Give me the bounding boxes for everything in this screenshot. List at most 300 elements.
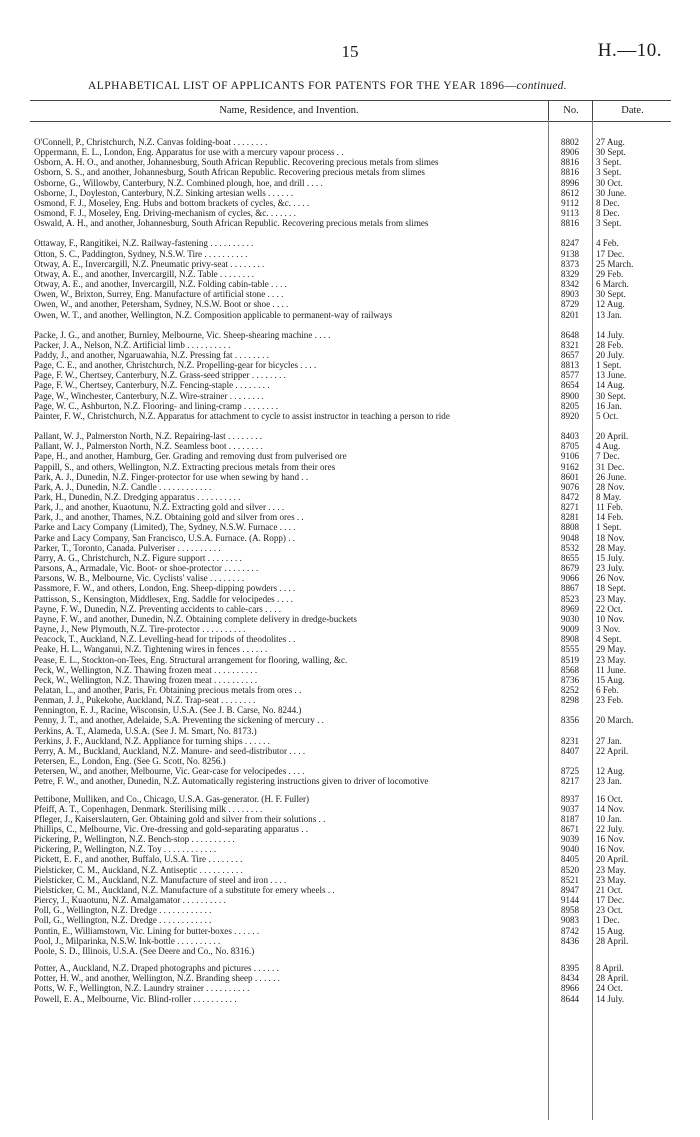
patent-date-cell: 11 June. <box>596 664 626 675</box>
table-row <box>30 431 671 441</box>
table-row <box>30 644 671 654</box>
patent-date-cell: 16 Nov. <box>596 844 625 855</box>
table-row <box>30 895 671 905</box>
patent-date-cell: 14 July. <box>596 329 625 340</box>
patent-number-cell: 8247 <box>560 238 580 249</box>
applicant-name-cell: Potter, H. W., and another, Wellington, N.Z. Branding sheep . . . . . . <box>34 973 280 984</box>
applicant-name-cell: Packe, J. G., and another, Burnley, Melbourne, Vic. Sheep-shearing machine . . . . <box>34 329 331 340</box>
patent-date-cell: 27 Aug. <box>596 137 625 147</box>
patent-date-cell: 5 Oct. <box>596 410 619 421</box>
patent-date-cell: 8 Dec. <box>596 197 620 208</box>
applicant-name-cell: Parsons, A., Armadale, Vic. Boot- or shoe-protector . . . . . . . . <box>34 563 259 574</box>
patent-date-cell: 30 Sept. <box>596 147 626 158</box>
applicant-name-cell: Parry, A. G., Christchurch, N.Z. Figure support . . . . . . . . <box>34 552 242 563</box>
applicant-name-cell: Pallant, W. J., Palmerston North, N.Z. Repairing-last . . . . . . . . <box>34 431 263 442</box>
patent-date-cell: 16 Jan. <box>596 400 622 411</box>
applicant-name-cell: Perry, A. M., Buckland, Auckland, N.Z. Manure- and seed-distributor . . . . <box>34 745 306 756</box>
patent-number-cell: 9113 <box>561 208 579 219</box>
applicant-name-cell: Payne, F. W., and another, Dunedin, N.Z. Obtaining complete delivery in dredge-buckets <box>34 613 357 624</box>
patent-number-cell: 8612 <box>560 187 580 198</box>
patent-date-cell: 15 July. <box>596 552 625 563</box>
table-row <box>30 973 671 983</box>
patent-number-cell: 8395 <box>560 963 580 974</box>
applicant-name-cell: Osmond, F. J., Moseley, Eng. Driving-mechanism of cycles, &c. . . . . . . <box>34 208 296 219</box>
applicant-name-cell: Payne, J., New Plymouth, N.Z. Tire-protector . . . . . . . . . . <box>34 624 246 635</box>
patent-number-cell: 8958 <box>560 905 580 916</box>
table-row <box>30 522 671 532</box>
applicant-name-cell: O'Connell, P., Christchurch, N.Z. Canvas folding-boat . . . . . . . . <box>34 137 268 147</box>
patent-date-cell: 30 Oct. <box>596 177 623 188</box>
patent-date-cell: 8 April. <box>596 963 624 974</box>
patent-number-cell: 9083 <box>560 915 580 926</box>
patent-number-cell <box>548 946 592 956</box>
group-spacer <box>30 787 671 794</box>
patent-date-cell: 28 April. <box>596 973 629 984</box>
title-suffix: continued. <box>516 80 567 92</box>
patent-date-cell: 14 Feb. <box>596 512 624 523</box>
patent-number-cell: 8472 <box>560 492 580 502</box>
patent-number-cell: 8903 <box>560 289 580 300</box>
patent-number-cell: 9037 <box>560 803 580 814</box>
patent-date-cell: 28 May. <box>596 542 626 553</box>
table-row <box>30 299 671 309</box>
applicant-name-cell: Ottaway, F., Rangitikei, N.Z. Railway-fastening . . . . . . . . . . <box>34 238 254 249</box>
applicant-name-cell: Poll, G., Wellington, N.Z. Dredge . . . . . . . . . . . . <box>34 915 212 926</box>
table-row <box>30 963 671 973</box>
table-row <box>30 614 671 624</box>
table-row <box>30 350 671 360</box>
table-row <box>30 441 671 451</box>
document-code: H.—10. <box>597 40 662 61</box>
table-row <box>30 340 671 350</box>
table-row <box>30 563 671 573</box>
table-row <box>30 804 671 814</box>
applicant-name-cell: Peck, W., Wellington, N.Z. Thawing frozen meat . . . . . . . . . . <box>34 674 258 685</box>
applicant-name-cell: Page, F. W., Chertsey, Canterbury, N.Z. Fencing-staple . . . . . . . . <box>34 380 270 391</box>
patent-date-cell: 23 July. <box>596 563 625 574</box>
patent-number-cell: 9009 <box>560 624 580 635</box>
table-row <box>30 157 671 167</box>
patent-number-cell: 8671 <box>560 824 580 834</box>
table-row <box>30 380 671 390</box>
applicant-name-cell: Potts, W. F., Wellington, N.Z. Laundry strainer . . . . . . . . . . <box>34 983 250 994</box>
applicant-name-cell: Osborn, A. H. O., and another, Johannesburg, South African Republic. Recovering precious metals from slimes <box>34 157 439 168</box>
table-row <box>30 178 671 188</box>
table-row <box>30 875 671 885</box>
patent-date-cell: 10 Nov. <box>596 613 625 624</box>
patent-number-cell: 8867 <box>560 583 580 594</box>
patent-date-cell: 3 Nov. <box>596 624 621 635</box>
patent-number-cell: 8906 <box>560 147 580 158</box>
patent-number-cell: 8996 <box>560 177 580 188</box>
patent-number-cell: 8405 <box>560 854 580 865</box>
applicant-name-cell: Page, W. C., Ashburton, N.Z. Flooring- and lining-cramp . . . . . . . . <box>34 400 278 411</box>
patent-date-cell: 1 Sept. <box>596 522 622 533</box>
applicants-table <box>30 137 671 1004</box>
applicant-name-cell: Otway, A. E., and another, Invercargill, N.Z. Folding cabin-table . . . . <box>34 279 287 290</box>
applicant-name-cell: Payne, F. W., Dunedin, N.Z. Preventing accidents to cable-cars . . . . <box>34 603 282 614</box>
applicant-name-cell: Poole, S. D., Illinois, U.S.A. (See Deere and Co., No. 8316.) <box>34 945 255 956</box>
patent-number-cell: 9076 <box>560 481 580 492</box>
table-row <box>30 147 671 157</box>
applicant-name-cell: Poll, G., Wellington, N.Z. Dredge . . . . . . . . . . . . <box>34 905 212 916</box>
applicant-name-cell: Painter, F. W., Christchurch, N.Z. Apparatus for attachment to cycle to assist instructor in teaching a person to ride <box>34 410 450 421</box>
table-row <box>30 502 671 512</box>
patent-date-cell: 4 Aug. <box>596 441 621 452</box>
patent-number-cell: 8407 <box>560 745 580 756</box>
applicant-name-cell: Pease, E. L., Stockton-on-Tees, Eng. Structural arrangement for flooring, walling, &c. <box>34 654 348 665</box>
applicant-name-cell: Penny, J. T., and another, Adelaide, S.A. Preventing the sickening of mercury . . <box>34 715 324 726</box>
table-header <box>30 100 671 122</box>
patent-date-cell: 13 Jan. <box>596 309 622 320</box>
applicant-name-cell: Pickering, P., Wellington, N.Z. Toy . . . . . . . . . . . . <box>34 844 217 855</box>
applicant-name-cell: Powell, E. A., Melbourne, Vic. Blind-roller . . . . . . . . . . <box>34 993 237 1004</box>
table-row <box>30 776 671 786</box>
patent-date-cell: 7 Dec. <box>596 451 620 462</box>
patent-date-cell: 28 Nov. <box>596 481 625 492</box>
table-row <box>30 370 671 380</box>
column-header-date: Date. <box>592 101 672 121</box>
patent-date-cell: 14 Nov. <box>596 803 625 814</box>
patent-number-cell: 8373 <box>560 258 580 269</box>
patent-date-cell <box>592 726 671 736</box>
patent-date-cell: 14 July. <box>596 993 625 1004</box>
table-row <box>30 756 671 766</box>
patent-date-cell: 28 April. <box>596 935 629 946</box>
title-main: ALPHABETICAL LIST OF APPLICANTS FOR PATENTS FOR THE YEAR 1896— <box>88 80 517 92</box>
applicant-name-cell: Park, J., and another, Thames, N.Z. Obtaining gold and silver from ores . . <box>34 512 304 523</box>
patent-number-cell: 8802 <box>560 137 580 147</box>
patent-number-cell: 8298 <box>560 695 580 706</box>
page-title <box>88 80 567 92</box>
patent-number-cell: 8900 <box>560 390 580 401</box>
patent-number-cell: 8271 <box>560 502 580 513</box>
applicant-name-cell: Owen, W., Brixton, Surrey, Eng. Manufacture of artificial stone . . . . <box>34 289 284 300</box>
patent-date-cell: 25 March. <box>596 258 634 269</box>
applicant-name-cell: Osborn, S. S., and another, Johannesburg, South African Republic. Recovering precious metals from slimes <box>34 167 425 178</box>
table-row <box>30 167 671 177</box>
applicant-name-cell: Oppermann, E. L., London, Eng. Apparatus for use with a mercury vapour process . . <box>34 147 344 158</box>
patent-number-cell: 8920 <box>560 410 580 421</box>
applicant-name-cell: Perkins, J. F., Auckland, N.Z. Appliance for turning ships . . . . . . <box>34 735 270 746</box>
applicant-name-cell: Petersen, W., and another, Melbourne, Vic. Gear-case for velocipedes . . . . <box>34 766 305 777</box>
applicant-name-cell: Pickett, E. F., and another, Buffalo, U.S.A. Tire . . . . . . . . <box>34 854 243 865</box>
patent-number-cell: 9048 <box>560 532 580 543</box>
applicant-name-cell: Osmond, F. J., Moseley, Eng. Hubs and bottom brackets of cycles, &c. . . . . <box>34 197 310 208</box>
patent-number-cell: 8679 <box>560 563 580 574</box>
table-row <box>30 994 671 1004</box>
table-row <box>30 794 671 804</box>
table-row <box>30 946 671 956</box>
patent-number-cell: 8521 <box>560 874 580 885</box>
table-row <box>30 726 671 736</box>
applicant-name-cell: Oswald, A. H., and another, Johannesburg, South African Republic. Recovering precious metals from slimes <box>34 218 429 229</box>
applicant-name-cell: Petersen, E., London, Eng. (See G. Scott, No. 8256.) <box>34 756 226 767</box>
patent-date-cell: 18 Sept. <box>596 583 626 594</box>
table-row <box>30 289 671 299</box>
patent-date-cell: 23 May. <box>596 654 626 665</box>
group-spacer <box>30 228 671 238</box>
patent-date-cell: 14 Aug. <box>596 380 625 391</box>
applicant-name-cell: Pallant, W. J., Palmerston North, N.Z. Seamless boot . . . . . . . . <box>34 441 263 452</box>
applicant-name-cell: Peck, W., Wellington, N.Z. Thawing frozen meat . . . . . . . . . . <box>34 664 258 675</box>
table-row <box>30 208 671 218</box>
patent-number-cell: 9030 <box>560 613 580 624</box>
patent-number-cell: 8648 <box>560 329 580 340</box>
table-row <box>30 715 671 725</box>
patent-number-cell: 9066 <box>560 573 580 584</box>
patent-date-cell <box>592 705 671 715</box>
applicant-name-cell: Parsons, W. B., Melbourne, Vic. Cyclists' valise . . . . . . . . <box>34 573 245 584</box>
patent-number-cell: 8329 <box>560 268 580 279</box>
applicant-name-cell: Page, F. W., Chertsey, Canterbury, N.Z. Grass-seed stripper . . . . . . . . <box>34 370 286 381</box>
table-row <box>30 188 671 198</box>
table-row <box>30 824 671 834</box>
column-header-no: No. <box>548 101 593 121</box>
applicant-name-cell: Piercy, J., Kuaotunu, N.Z. Amalgamator . . . . . . . . . . <box>34 895 226 906</box>
table-row <box>30 512 671 522</box>
group-spacer <box>30 421 671 431</box>
table-row <box>30 573 671 583</box>
applicant-name-cell: Osborne, J., Doyleston, Canterbury, N.Z. Sinking artesian wells . . . . . . <box>34 187 294 198</box>
patent-date-cell <box>592 756 671 766</box>
table-row <box>30 736 671 746</box>
applicant-name-cell: Peacock, T., Auckland, N.Z. Levelling-head for tripods of theodolites . . <box>34 634 296 645</box>
applicant-name-cell: Owen, W. T., and another, Wellington, N.Z. Composition applicable to permanent-way of railways <box>34 309 393 320</box>
patent-number-cell: 9039 <box>560 834 580 845</box>
applicant-name-cell: Pappill, S., and others, Wellington, N.Z. Extracting precious metals from their ores <box>34 461 336 472</box>
table-row <box>30 218 671 228</box>
patent-date-cell: 10 Jan. <box>596 813 622 824</box>
patent-number-cell: 8519 <box>560 654 580 665</box>
patent-date-cell: 23 Jan. <box>596 776 622 787</box>
patent-date-cell: 23 Feb. <box>596 695 624 706</box>
table-row <box>30 766 671 776</box>
table-row <box>30 198 671 208</box>
patent-number-cell: 8725 <box>560 766 580 777</box>
patent-date-cell: 6 March. <box>596 279 629 290</box>
patent-date-cell: 4 Feb. <box>596 238 619 249</box>
group-spacer <box>30 956 671 963</box>
table-row <box>30 533 671 543</box>
applicant-name-cell: Page, C. E., and another, Christchurch, N.Z. Propelling-gear for bicycles . . . . <box>34 360 317 371</box>
table-row <box>30 604 671 614</box>
applicant-name-cell: Park, J., and another, Kuaotunu, N.Z. Extracting gold and silver . . . . <box>34 502 285 513</box>
table-row <box>30 269 671 279</box>
applicant-name-cell: Paddy, J., and another, Ngaruawahia, N.Z. Pressing fat . . . . . . . . <box>34 349 269 360</box>
patent-number-cell: 9144 <box>560 895 580 906</box>
patent-number-cell: 8813 <box>560 360 580 371</box>
patent-date-cell: 31 Dec. <box>596 461 625 472</box>
patent-date-cell: 11 Feb. <box>596 502 623 513</box>
table-row <box>30 310 671 320</box>
applicant-name-cell: Pfeiff, A. T., Copenhagen, Denmark. Sterilising milk . . . . . . . . <box>34 803 263 814</box>
applicant-name-cell: Osborne, G., Willowby, Canterbury, N.Z. Combined plough, hoe, and drill . . . . <box>34 177 323 188</box>
patent-date-cell: 3 Sept. <box>596 218 622 229</box>
applicant-name-cell: Otton, S. C., Paddington, Sydney, N.S.W. Tire . . . . . . . . . . <box>34 248 248 259</box>
applicant-name-cell: Pielsticker, C. M., Auckland, N.Z. Antiseptic . . . . . . . . . . <box>34 864 243 875</box>
patent-date-cell: 20 April. <box>596 854 629 865</box>
patent-number-cell <box>548 756 592 766</box>
table-row <box>30 814 671 824</box>
patent-date-cell: 26 June. <box>596 471 627 482</box>
patent-number-cell: 8281 <box>560 512 580 523</box>
applicant-name-cell: Perkins, A. T., Alameda, U.S.A. (See J. M. Smart, No. 8173.) <box>34 725 257 736</box>
patent-date-cell: 8 May. <box>596 492 622 502</box>
patent-number-cell: 9138 <box>560 248 580 259</box>
patent-date-cell: 12 Aug. <box>596 766 625 777</box>
patent-date-cell: 23 May. <box>596 864 626 875</box>
table-row <box>30 685 671 695</box>
patent-date-cell: 24 Oct. <box>596 983 623 994</box>
patent-date-cell: 28 Feb. <box>596 339 624 350</box>
patent-date-cell: 6 Feb. <box>596 684 619 695</box>
patent-date-cell: 17 Dec. <box>596 248 625 259</box>
applicant-name-cell: Park, H., Dunedin, N.Z. Dredging apparatus . . . . . . . . . . <box>34 492 241 502</box>
table-row <box>30 854 671 864</box>
applicant-name-cell: Parke and Lacy Company (Limited), The, Sydney, N.S.W. Furnace . . . . <box>34 522 296 533</box>
applicant-name-cell: Parker, T., Toronto, Canada. Pulveriser . . . . . . . . . . <box>34 542 221 553</box>
group-spacer <box>30 320 671 330</box>
table-row <box>30 926 671 936</box>
applicant-name-cell: Pool, J., Milparinka, N.S.W. Ink-bottle . . . . . . . . . . <box>34 935 221 946</box>
table-row <box>30 401 671 411</box>
patent-number-cell: 8908 <box>560 634 580 645</box>
table-row <box>30 885 671 895</box>
patent-number-cell: 8808 <box>560 522 580 533</box>
patent-date-cell: 23 May. <box>596 593 626 604</box>
table-row <box>30 746 671 756</box>
table-row <box>30 259 671 269</box>
table-row <box>30 492 671 502</box>
patent-date-cell: 12 Aug. <box>596 299 625 310</box>
patent-date-cell: 15 Aug. <box>596 674 625 685</box>
patent-date-cell: 22 Oct. <box>596 603 623 614</box>
table-row <box>30 391 671 401</box>
patent-date-cell: 3 Sept. <box>596 167 622 178</box>
table-row <box>30 238 671 248</box>
patent-number-cell: 8736 <box>560 674 580 685</box>
patent-number-cell: 8816 <box>560 157 580 168</box>
patent-number-cell: 8321 <box>560 339 580 350</box>
table-row <box>30 553 671 563</box>
patent-number-cell: 8947 <box>560 884 580 895</box>
patent-date-cell: 29 Feb. <box>596 268 624 279</box>
patent-date-cell: 17 Dec. <box>596 895 625 906</box>
patent-number-cell: 8577 <box>560 370 580 381</box>
patent-number-cell: 9040 <box>560 844 580 855</box>
table-row <box>30 482 671 492</box>
patent-number-cell: 8568 <box>560 664 580 675</box>
page-number: 15 <box>341 42 359 61</box>
patent-number-cell: 8937 <box>560 793 580 804</box>
applicant-name-cell: Pattisson, S., Kensington, Middlesex, Eng. Saddle for velocipedes . . . . <box>34 593 293 604</box>
applicant-name-cell: Pontin, E., Williamstown, Vic. Lining for butter-boxes . . . . . . <box>34 925 260 936</box>
patent-number-cell: 8657 <box>560 349 580 360</box>
patent-date-cell: 30 Sept. <box>596 390 626 401</box>
patent-date-cell: 16 Nov. <box>596 834 625 845</box>
patent-number-cell: 9162 <box>560 461 580 472</box>
patent-number-cell: 8520 <box>560 864 580 875</box>
applicant-name-cell: Park, A. J., Dunedin, N.Z. Candle . . . . . . . . . . . . <box>34 481 212 492</box>
patent-number-cell: 8523 <box>560 593 580 604</box>
patent-number-cell: 8231 <box>560 735 580 746</box>
patent-number-cell: 8729 <box>560 299 580 310</box>
applicant-name-cell: Parke and Lacy Company, San Francisco, U.S.A. Furnace. (A. Ropp) . . <box>34 532 296 543</box>
table-row <box>30 249 671 259</box>
patent-date-cell: 13 June. <box>596 370 627 381</box>
table-row <box>30 675 671 685</box>
patent-number-cell: 8601 <box>560 471 580 482</box>
table-row <box>30 634 671 644</box>
applicant-name-cell: Otway, A. E., Invercargill, N.Z. Pneumatic privy-seat . . . . . . . . <box>34 258 265 269</box>
patent-date-cell: 8 Dec. <box>596 208 620 219</box>
table-row <box>30 865 671 875</box>
patent-date-cell: 3 Sept. <box>596 157 622 168</box>
patent-number-cell: 8217 <box>560 776 580 787</box>
patent-date-cell: 27 Jan. <box>596 735 622 746</box>
patent-date-cell: 26 Nov. <box>596 573 625 584</box>
table-row <box>30 834 671 844</box>
applicant-name-cell: Petre, F. W., and another, Dunedin, N.Z. Automatically registering instructions given to driver of locomotive <box>34 776 429 787</box>
table-row <box>30 543 671 553</box>
applicant-name-cell: Pennington, E. J., Racine, Wisconsin, U.S.A. (See J. B. Carse, No. 8244.) <box>34 705 302 716</box>
patent-number-cell <box>548 705 592 715</box>
patent-number-cell: 8555 <box>560 644 580 655</box>
table-row <box>30 705 671 715</box>
table-row <box>30 472 671 482</box>
patent-date-cell: 20 March. <box>596 715 634 726</box>
patent-number-cell: 8434 <box>560 973 580 984</box>
table-row <box>30 451 671 461</box>
applicant-name-cell: Owen, W., and another, Petersham, Sydney, N.S.W. Boot or shoe . . . . <box>34 299 289 310</box>
patent-number-cell: 8403 <box>560 431 580 442</box>
patent-number-cell: 8532 <box>560 542 580 553</box>
applicant-name-cell: Pickering, P., Wellington, N.Z. Bench-stop . . . . . . . . . . <box>34 834 235 845</box>
patent-number-cell: 8205 <box>560 400 580 411</box>
patent-date-cell: 23 Oct. <box>596 905 623 916</box>
table-row <box>30 594 671 604</box>
table-row <box>30 655 671 665</box>
patent-date-cell: 22 July. <box>596 824 625 834</box>
patent-date-cell: 20 April. <box>596 431 629 442</box>
patent-date-cell: 21 Oct. <box>596 884 623 895</box>
patent-number-cell: 9112 <box>561 197 579 208</box>
patent-number-cell: 8969 <box>560 603 580 614</box>
table-row <box>30 330 671 340</box>
patent-date-cell: 30 June. <box>596 187 627 198</box>
patent-date-cell: 23 May. <box>596 874 626 885</box>
table-row <box>30 844 671 854</box>
table-row <box>30 905 671 915</box>
applicant-name-cell: Pfleger, J., Kaiserslautern, Ger. Obtaining gold and silver from their solutions . . <box>34 813 326 824</box>
applicant-name-cell: Otway, A. E., and another, Invercargill, N.Z. Table . . . . . . . . <box>34 268 255 279</box>
table-row <box>30 360 671 370</box>
patent-number-cell: 8342 <box>560 279 580 290</box>
patent-number-cell: 8201 <box>560 309 580 320</box>
applicant-name-cell: Park, A. J., Dunedin, N.Z. Finger-protector for use when sewing by hand . . <box>34 471 309 482</box>
patent-number-cell <box>548 726 592 736</box>
applicant-name-cell: Phillips, C., Melbourne, Vic. Ore-dressing and gold-separating apparatus . . <box>34 824 309 834</box>
table-row <box>30 936 671 946</box>
table-row <box>30 695 671 705</box>
table-row <box>30 983 671 993</box>
applicant-name-cell: Peake, H. L., Wanganui, N.Z. Tightening wires in fences . . . . . . <box>34 644 268 655</box>
column-header-name: Name, Residence, and Invention. <box>219 105 359 116</box>
applicant-name-cell: Page, W., Winchester, Canterbury, N.Z. Wire-strainer . . . . . . . . <box>34 390 264 401</box>
patent-date-cell: 20 July. <box>596 349 625 360</box>
table-row <box>30 665 671 675</box>
